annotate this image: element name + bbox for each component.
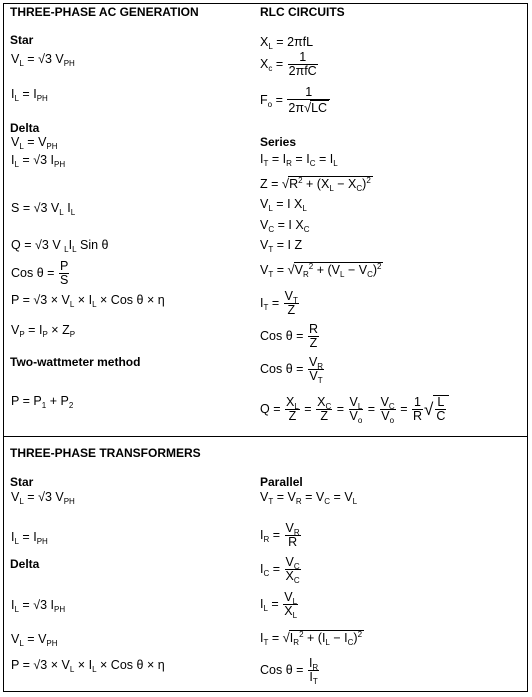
formula-tx-power: $P = √3 \times V_L \times I_L$ × Cos θ × η [11,658,165,674]
formula-parallel-voltage: $V_T = V_R = V_C = V_L$ [260,490,358,506]
formula-resonant-frequency: $F_o$ = $\frac{1}{2\pi√LC}$ [260,86,331,115]
header-three-phase-transformers: THREE-PHASE TRANSFORMERS [10,446,201,460]
formula-series-impedance: $Z = √R^2 + (X_L - X_C)^2$ [260,176,371,193]
formula-vt-iz: $V_T = I$ Z [260,238,303,254]
formula-parallel-cos: Cos θ = $\frac{I_R}{I_T}$ [260,656,319,686]
header-three-phase-ac-generation: THREE-PHASE AC GENERATION [10,5,199,19]
formula-vl-ixl: $V_L = I$ $X_L$ [260,197,307,213]
formula-parallel-il: $I_L$ = $\frac{V_L}{X_L}$ [260,590,298,620]
formula-series-cos-vrvt: Cos θ = $\frac{V_R}{V_T}$ [260,355,324,385]
formula-series-it: $I_T$ = $\frac{V_T}{Z}$ [260,289,298,317]
formula-star-vl: $V_L = √3$ $V_{PH}$ [11,52,75,68]
formula-true-power: $P = √3 \times V_L \times I_L$ × Cos θ × η [11,293,165,309]
subheading-parallel: Parallel [260,475,303,489]
subheading-delta: Delta [10,121,40,135]
header-rlc-circuits: RLC CIRCUITS [260,5,345,19]
formula-tx-delta-vl: $V_L = V_{PH}$ [11,632,58,648]
subheading-star: Star [10,33,34,47]
subheading-series: Series [260,135,297,149]
formula-series-current: $I_T = I_R = I_C = I_L$ [260,152,338,168]
subheading-tx-delta: Delta [10,557,40,571]
formula-two-wattmeter: $P = P_1 + P_2$ [11,394,74,410]
formula-tx-star-il: $I_L = I_{PH}$ [11,530,48,546]
formula-q-factor: Q = $\frac{X_L}{Z}$ = $\frac{X_C}{Z}$ = $\frac{V_L}{V_o}$ = $\frac{V_C}{V_o}$ = $\frac{1}{R}$ √ $\frac{L}{C}$ [260,395,449,423]
subheading-two-wattmeter: Two-wattmeter method [10,355,141,369]
formula-tx-delta-il: $I_L = √3$ $I_{PH}$ [11,598,66,614]
formula-tx-star-vl: $V_L = √3$ $V_{PH}$ [11,490,75,506]
formula-parallel-it: $I_T = √I_R^2 + (I_L - I_C)^2$ [260,630,363,647]
subheading-tx-star: Star [10,475,34,489]
formula-capacitive-reactance: $X_c$ = $\frac{1}{\text{2πfC}}$ [260,50,317,78]
formula-parallel-ic: $I_C$ = $\frac{V_C}{X_C}$ [260,555,300,585]
formula-phase-voltage: $V_P = I_P \times Z_P$ [11,323,76,339]
formula-inductive-reactance: $X_L = 2\pi fL$ [260,35,314,51]
formula-delta-vl: $V_L = V_{PH}$ [11,135,58,151]
formula-reactive-power: Q = √3 V $_LI_L$ Sin θ [11,238,109,254]
table-divider [3,436,528,437]
formula-star-il: $I_L = I_{PH}$ [11,87,48,103]
formula-series-total-voltage: $V_T = √V_R^2 + (V_L - V_C)^2$ [260,262,382,279]
formula-parallel-ir: $I_R$ = $\frac{V_R}{R}$ [260,521,300,549]
formula-series-cos-rz: Cos θ = $\frac{R}{Z}$ [260,322,318,350]
formula-power-factor: Cos θ = $\frac{P}{S}$ [11,259,69,287]
formula-apparent-power: S = √3 $V_L$ $I_L$ [11,201,76,217]
formula-delta-il: $I_L = √3$ $I_{PH}$ [11,153,66,169]
formula-vc-ixc: $V_C = I$ $X_C$ [260,218,310,234]
